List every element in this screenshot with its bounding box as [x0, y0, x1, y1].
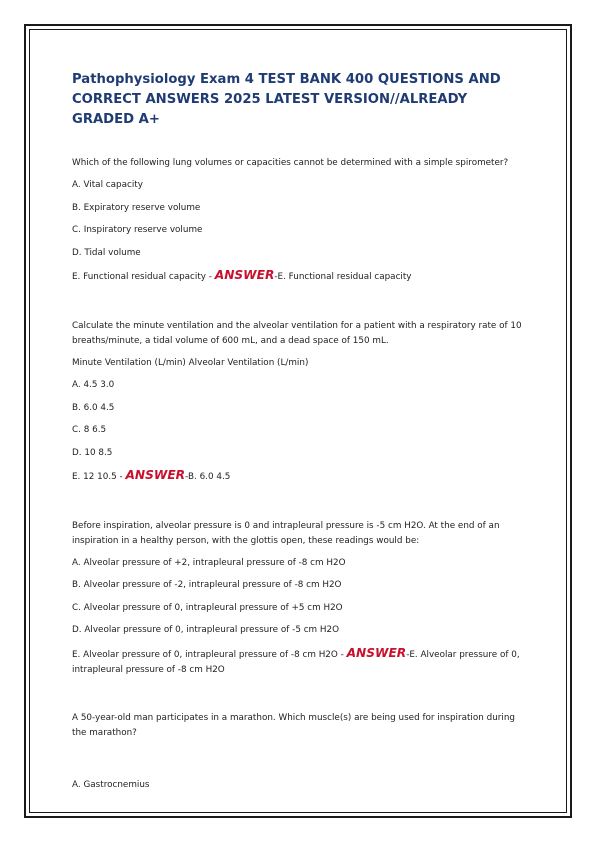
option-c: C. 8 6.5 [72, 425, 107, 435]
document-body [72, 70, 532, 801]
answer-text: -B. 6.0 4.5 [185, 472, 231, 482]
question-prompt: A 50-year-old man participates in a marathon. Which muscle(s) are being used for inspiration during the marathon? [72, 713, 516, 738]
answer-label: ANSWER [214, 268, 275, 282]
option-b: B. Alveolar pressure of -2, intrapleural pressure of -8 cm H2O [72, 580, 342, 590]
question-block-2 [72, 319, 532, 486]
option-e: E. Alveolar pressure of 0, intrapleural pressure of -8 cm H2O - [72, 649, 347, 660]
document-title: Pathophysiology Exam 4 TEST BANK 400 QUESTIONS AND CORRECT ANSWERS 2025 LATEST VERSION//ALREADY GRADED A+ [72, 72, 501, 127]
question-block-1 [72, 156, 532, 285]
option-e-with-answer [72, 646, 532, 678]
option-a: A. 4.5 3.0 [72, 380, 115, 390]
option-c: C. Alveolar pressure of 0, intrapleural pressure of +5 cm H2O [72, 602, 343, 613]
option-d: D. Tidal volume [72, 247, 141, 258]
option-a: A. Alveolar pressure of +2, intrapleural pressure of -8 cm H2O [72, 557, 346, 568]
option-b: B. 6.0 4.5 [72, 402, 115, 413]
option-e-with-answer [72, 268, 532, 285]
answer-text: -E. Functional residual capacity [274, 272, 412, 282]
answer-label: ANSWER [346, 645, 407, 660]
option-e-with-answer [72, 468, 532, 485]
answer-text: -E. Alveolar pressure of 0, intrapleural pressure of -8 cm H2O [72, 649, 520, 675]
option-a: A. Gastrocnemius [72, 780, 150, 790]
question-prompt: Which of the following lung volumes or capacities cannot be determined with a simple spirometer? [72, 158, 509, 168]
question-block-4 [72, 711, 532, 793]
option-d: D. Alveolar pressure of 0, intrapleural pressure of -5 cm H2O [72, 625, 340, 635]
question-prompt: Before inspiration, alveolar pressure is 0 and intrapleural pressure is -5 cm H2O. At the end of an inspiration in a healthy person, with the glottis open, these readings would be: [72, 520, 500, 546]
question-block-3 [72, 519, 532, 678]
answer-label: ANSWER [125, 468, 186, 482]
option-c: C. Inspiratory reserve volume [72, 225, 203, 235]
option-e: E. 12 10.5 - [72, 472, 126, 482]
question-prompt: Calculate the minute ventilation and the alveolar ventilation for a patient with a respiratory rate of 10 breaths/minute, a tidal volume of 600 mL, and a dead space of 150 mL. [72, 320, 522, 346]
option-a: A. Vital capacity [72, 180, 143, 190]
option-b: B. Expiratory reserve volume [72, 202, 201, 213]
option-d: D. 10 8.5 [72, 447, 113, 458]
option-e: E. Functional residual capacity - [72, 272, 215, 282]
table-subheader: Minute Ventilation (L/min) Alveolar Ventilation (L/min) [72, 357, 309, 368]
